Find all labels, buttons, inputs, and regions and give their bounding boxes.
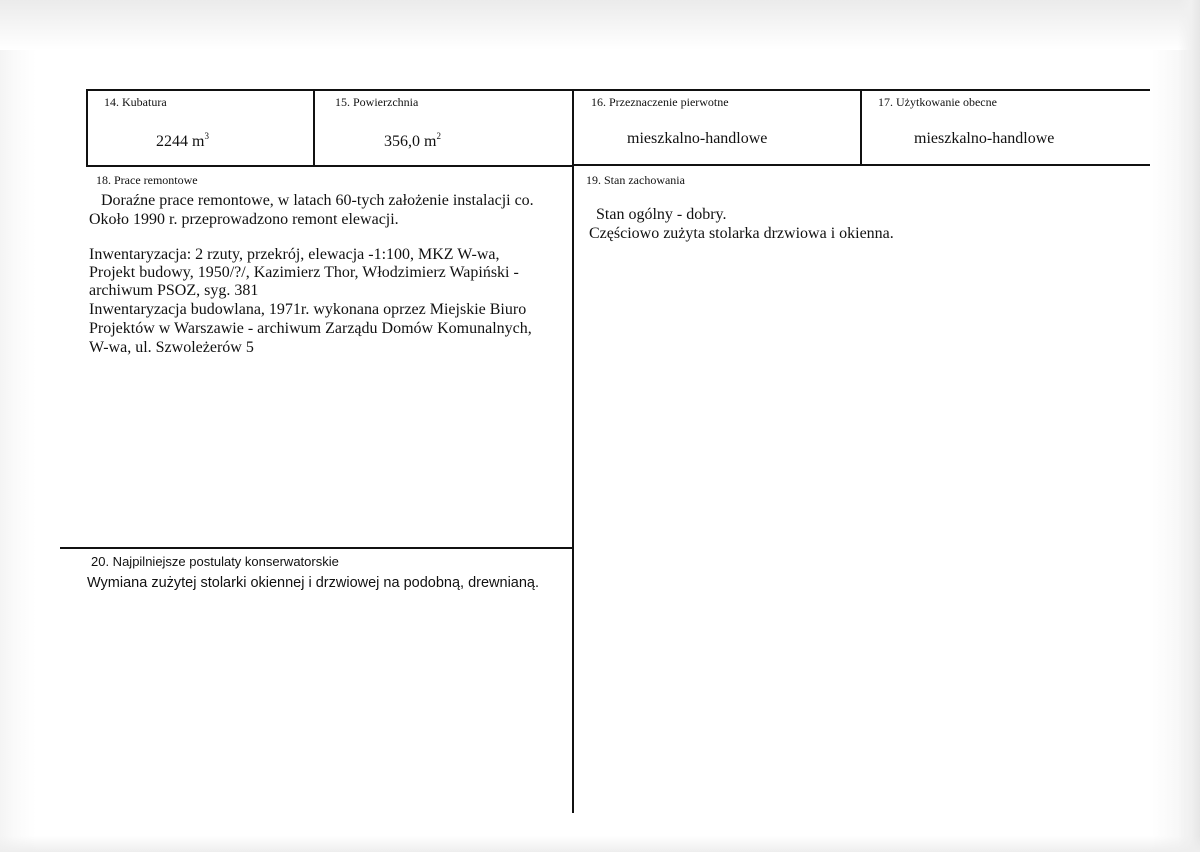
divider-16-17 (860, 89, 862, 166)
divider-14-15 (313, 89, 315, 167)
field-19-label: 19. Stan zachowania (586, 173, 685, 187)
header-bottom-line-left (86, 165, 574, 167)
field-18-line: Inwentaryzacja: 2 rzuty, przekrój, elewacja -1:100, MKZ W-wa, (89, 246, 500, 263)
field-15-value-text: 356,0 m (384, 133, 437, 150)
field-18-line: Projekt budowy, 1950/?/, Kazimierz Thor, Włodzimierz Wapiński - (89, 264, 519, 281)
field-17-value: mieszkalno-handlowe (914, 130, 1055, 147)
scan-shadow-bottom (0, 836, 1200, 852)
scan-shadow-right (1178, 0, 1200, 852)
field-15-unit-exponent: 2 (436, 131, 441, 141)
field-20-text: Wymiana zużytej stolarki okiennej i drzwiowej na podobną, drewnianą. (87, 575, 540, 591)
field-19-line: Częściowo zużyta stolarka drzwiowa i okienna. (589, 225, 894, 242)
center-divider-line (572, 89, 574, 813)
field-18-label: 18. Prace remontowe (96, 173, 198, 187)
field-18-line: Inwentaryzacja budowlana, 1971r. wykonana oprzez Miejskie Biuro (89, 301, 527, 318)
field-18-line: Projektów w Warszawie - archiwum Zarządu Domów Komunalnych, (89, 320, 532, 337)
field-14-value-text: 2244 m (156, 133, 205, 150)
field-15-label: 15. Powierzchnia (335, 95, 419, 109)
field-14-unit-exponent: 3 (204, 131, 209, 141)
field-18-line: W-wa, ul. Szwoleżerów 5 (89, 339, 254, 356)
field-19-line: Stan ogólny - dobry. (596, 206, 727, 223)
field-14-label: 14. Kubatura (104, 95, 167, 109)
section-20-top-line (60, 547, 574, 549)
left-border-line (86, 89, 88, 167)
field-18-line: archiwum PSOZ, syg. 381 (89, 282, 259, 299)
field-16-label: 16. Przeznaczenie pierwotne (591, 95, 729, 109)
scan-shadow-top (0, 0, 1200, 50)
header-bottom-line-right (574, 164, 1150, 166)
field-17-label: 17. Użytkowanie obecne (878, 95, 997, 109)
field-18-line: Doraźne prace remontowe, w latach 60-tych założenie instalacji co. (101, 192, 534, 209)
field-18-line: Około 1990 r. przeprowadzono remont elewacji. (89, 211, 399, 228)
field-15-value (384, 131, 441, 151)
top-border-line (86, 89, 1150, 91)
field-14-value (156, 131, 209, 151)
field-20-label: 20. Najpilniejsze postulaty konserwatorskie (91, 554, 339, 569)
field-16-value: mieszkalno-handlowe (627, 130, 768, 147)
